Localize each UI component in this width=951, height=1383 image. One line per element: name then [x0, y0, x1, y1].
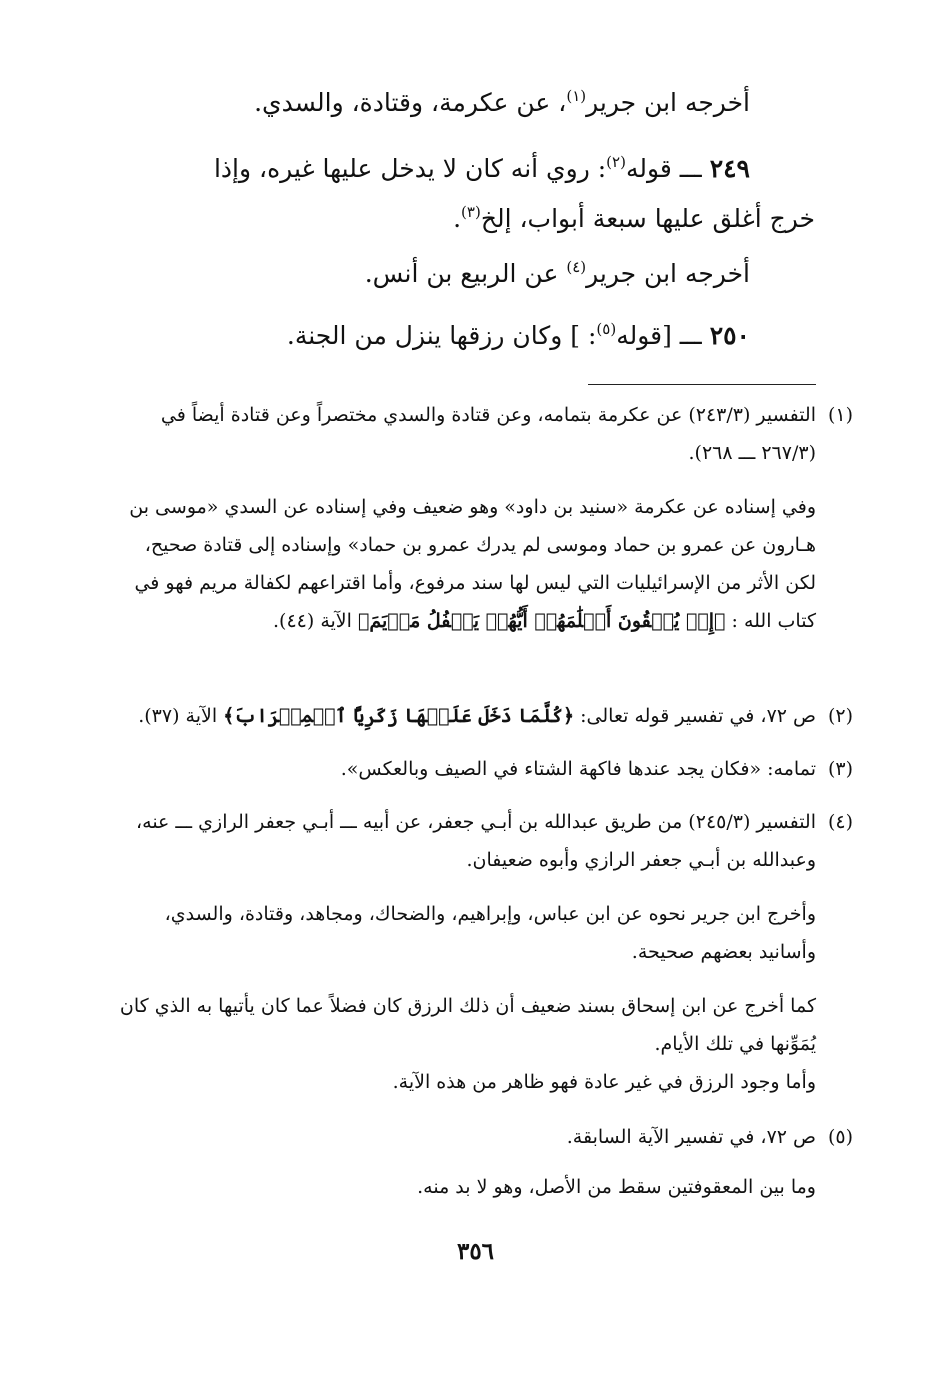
footnote-paragraph: وأخرج ابن جرير نحوه عن ابن عباس، وإبراهيم، والضحاك، ومجاهد، وقتادة، والسدي، وأسانيد بعضهم صحيحة. [164, 903, 816, 963]
footnote-ref-2[interactable]: (٢) [606, 153, 626, 171]
item-250-line [287, 310, 750, 362]
footnote-paragraph: تمامه: «فكان يجد عندها فاكهة الشتاء في الصيف وبالعكس». [340, 758, 816, 780]
footnote-number: (٥) [827, 1126, 853, 1148]
footnote-1 [111, 396, 853, 640]
text-segment: خرج أغلق عليها سبعة أبواب، إلخ [480, 204, 815, 233]
footnote-number: (٣) [827, 758, 853, 780]
footnote-ref-3[interactable]: (٣) [461, 203, 481, 221]
footnote-paragraph: التفسير (٢٤٣/٣) عن عكرمة بتمامه، وعن قتادة والسدي مختصراً وعن قتادة أيضاً في (٢٦٧/٣ ـــ ٢٦٨). [160, 404, 816, 464]
footnote-number: (١) [827, 404, 853, 426]
text-segment: . [453, 204, 462, 233]
footnote-paragraph: وما بين المعقوفتين سقط من الأصل، وهو لا بد منه. [417, 1176, 816, 1198]
footnote-4 [111, 803, 853, 1101]
text-segment: : ] وكان رزقها ينزل من الجنة. [286, 321, 597, 350]
text-segment: ـــ قوله [625, 154, 710, 183]
text-segment: ص ٧٢، في تفسير قوله تعالى: [580, 705, 816, 727]
footnote-5 [111, 1118, 853, 1206]
footnote-ref-4[interactable]: (٤) [566, 258, 587, 276]
text-segment: أخرجه ابن جرير [586, 88, 750, 117]
item-number-249: ٢٤٩ [709, 154, 750, 183]
page-number: ٣٥٦ [456, 1238, 495, 1265]
footnote-paragraph: ص ٧٢، في تفسير الآية السابقة. [566, 1126, 816, 1148]
footnote-paragraph: كما أخرج عن ابن إسحاق بسند ضعيف أن ذلك الرزق كان فضلاً عما كان يأتيها به الذي كان يُمَوِّنها في تلك الأيام. [119, 995, 816, 1055]
quran-verse: ﴿كُلَّمَا دَخَلَ عَلَيۡهَا زَكَرِيَّا ٱلۡمِحۡرَابَ﴾ [223, 705, 575, 727]
item-249-line1 [214, 143, 750, 195]
footnote-separator [588, 384, 816, 385]
text-segment: : روي أنه كان لا يدخل عليها غيره، وإذا [213, 154, 607, 183]
text-segment: ، عن عكرمة، وقتادة، والسدي. [254, 88, 567, 117]
quran-verse: ﴿إِذۡ يُلۡقُونَ أَقۡلَٰمَهُمۡ أَيُّهُمۡ يَكۡفُلُ مَرۡيَمَ﴾ [357, 610, 726, 632]
footnote-number: (٤) [827, 811, 853, 833]
text-segment: عن الربيع بن أنس. [364, 259, 567, 288]
text-segment: ـــ [قوله [616, 321, 710, 350]
text-segment: أخرجه ابن جرير [586, 259, 750, 288]
footnote-ref-5[interactable]: (٥) [596, 320, 617, 338]
footnote-number: (٢) [827, 705, 853, 727]
footnote-paragraph: التفسير (٢٤٥/٣) من طريق عبدالله بن أبـي جعفر، عن أبيه ـــ أبـي جعفر الرازي ـــ عنه، وعبدالله بن أبـي جعفر الرازي وأبوه ضعيفان. [136, 811, 816, 871]
text-segment: الآية (٤٤). [273, 610, 352, 632]
main-line-ibn-jarir [254, 77, 750, 129]
text-segment: وفي إسناده عن عكرمة «سنيد بن داود» وهو ضعيف وفي إسناده عن السدي «موسى بن هـارون عن عمرو بن حماد وموسى لم يدرك عمرو بن حماد» وإسناده إلى قتادة صحيح، لكن الأثر من الإسرائيليات التي ليس لها سند مرفوع، وأما اقتراعهم لكفالة مريم فهو في كتاب الله : [129, 496, 816, 632]
item-number-250: ٢٥٠ [709, 321, 750, 350]
item-249-line2 [453, 193, 815, 245]
main-line-rabi [365, 248, 750, 300]
footnote-paragraph [111, 488, 816, 640]
text-segment: الآية (٣٧). [138, 705, 218, 727]
footnote-3 [111, 750, 853, 788]
footnote-paragraph: وأما وجود الرزق في غير عادة فهو ظاهر من هذه الآية. [392, 1071, 816, 1093]
footnote-2 [111, 697, 853, 735]
footnote-ref-1[interactable]: (١) [566, 87, 587, 105]
